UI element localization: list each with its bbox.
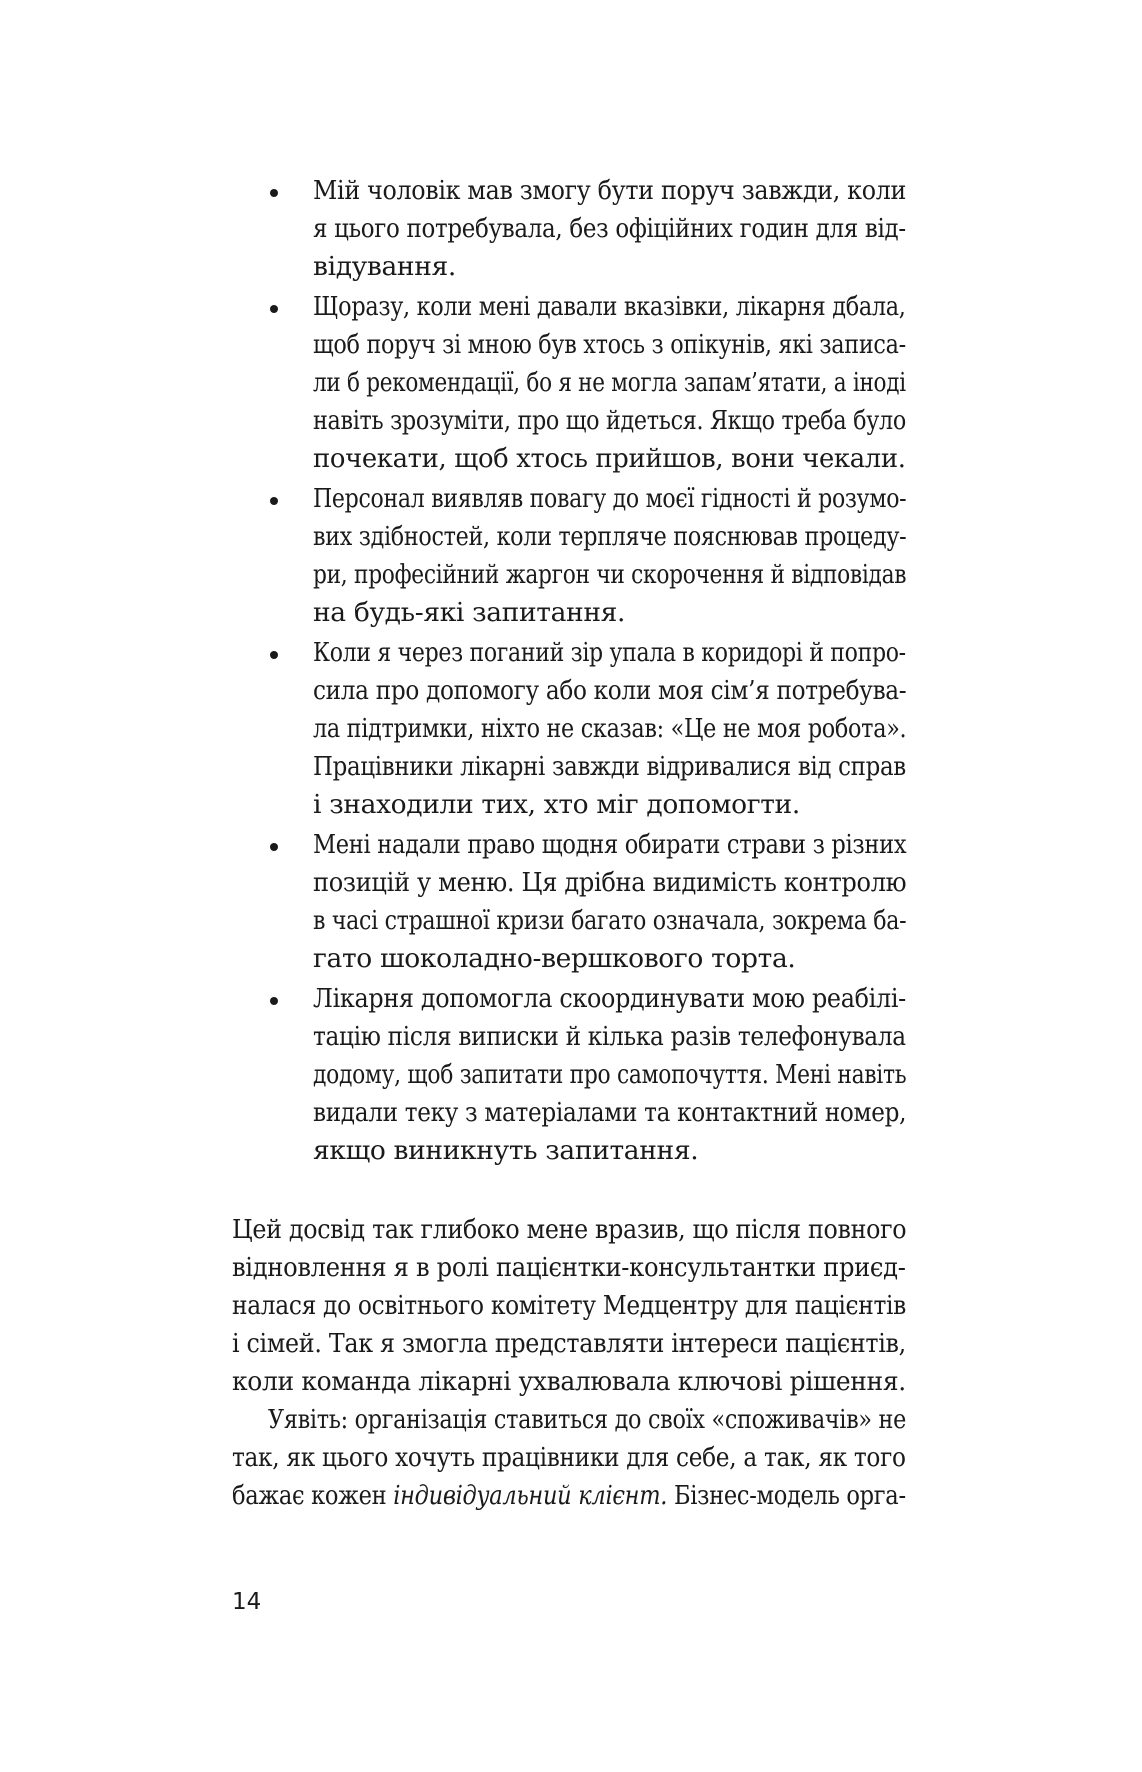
bullet-1-line-1: Мій чоловік мав змогу бути поруч завжди, коли <box>313 175 907 206</box>
bullet-2-line-4: навіть зрозуміти, про що йдеться. Якщо треба було <box>313 405 906 436</box>
paragraph-1-line-3: налася до освітнього комітету Медцентру для пацієнтів <box>232 1290 906 1321</box>
bullet-4-line-1: Коли я через поганий зір упала в коридорі й попро- <box>313 637 906 668</box>
bullet-2-line-3: ли б рекомендації, бо я не могла запам’ятати, а іноді <box>313 367 906 398</box>
page-number: 14 <box>232 1589 262 1615</box>
bullet-4-line-4: Працівники лікарні завжди відривалися від справ <box>313 751 906 782</box>
bullet-6-line-2: тацію після виписки й кілька разів телефонувала <box>313 1021 906 1052</box>
bullet-marker <box>270 997 278 1005</box>
paragraph-2-line-3 <box>232 1476 906 1516</box>
paragraph-2-text: Бізнес-модель орга- <box>667 1480 906 1511</box>
bullet-6-line-5: якщо виникнуть запитання. <box>313 1135 699 1166</box>
bullet-1-line-3: відування. <box>313 251 456 282</box>
bullet-2-line-2: щоб поруч зі мною був хтось з опікунів, які записа- <box>313 329 906 360</box>
bullet-4-line-2: сила про допомогу або коли моя сім’я потребува- <box>313 675 907 706</box>
paragraph-1-line-1: Цей досвід так глибоко мене вразив, що після повного <box>232 1214 907 1245</box>
paragraph-2-text: бажає кожен <box>232 1480 394 1511</box>
bullet-6-line-1: Лікарня допомогла скоординувати мою реабілі- <box>313 983 906 1014</box>
bullet-4-line-5: і знаходили тих, хто міг допомогти. <box>313 789 800 820</box>
bullet-5-line-4: гато шоколадно-вершкового торта. <box>313 943 796 974</box>
paragraph-2-line-2: так, як цього хочуть працівники для себе, а так, як того <box>232 1442 906 1473</box>
bullet-3-line-3: ри, професійний жаргон чи скорочення й відповідав <box>313 559 907 590</box>
paragraph-1-line-5: коли команда лікарні ухвалювала ключові рішення. <box>232 1366 906 1397</box>
bullet-3-line-1: Персонал виявляв повагу до моєї гідності й розумо- <box>313 483 907 514</box>
bullet-6-line-4: видали теку з матеріалами та контактний номер, <box>313 1097 907 1128</box>
paragraph-2-line-1: Уявіть: організація ставиться до своїх «споживачів» не <box>268 1404 907 1435</box>
paragraph-1-line-4: і сімей. Так я змогла представляти інтереси пацієнтів, <box>232 1328 906 1359</box>
bullet-1-line-2: я цього потребувала, без офіційних годин для від- <box>313 213 906 244</box>
bullet-5-line-3: в часі страшної кризи багато означала, зокрема ба- <box>313 905 907 936</box>
bullet-marker <box>270 189 278 197</box>
bullet-2-line-5: почекати, щоб хтось прийшов, вони чекали. <box>313 443 906 474</box>
bullet-4-line-3: ла підтримки, ніхто не сказав: «Це не моя робота». <box>313 713 907 744</box>
bullet-6-line-3: додому, щоб запитати про самопочуття. Мені навіть <box>313 1059 907 1090</box>
bullet-marker <box>270 651 278 659</box>
bullet-2-line-1: Щоразу, коли мені давали вказівки, лікарня дбала, <box>313 291 906 322</box>
bullet-5-line-2: позицій у меню. Ця дрібна видимість контролю <box>313 867 907 898</box>
bullet-marker <box>270 305 278 313</box>
emphasis-text: індивідуальний клієнт. <box>393 1480 668 1511</box>
paragraph-1-line-2: відновлення я в ролі пацієнтки-консультантки приєд- <box>232 1252 906 1283</box>
bullet-5-line-1: Мені надали право щодня обирати страви з різних <box>313 829 907 860</box>
bullet-marker <box>270 843 278 851</box>
bullet-3-line-4: на будь-які запитання. <box>313 597 626 628</box>
bullet-marker <box>270 497 278 505</box>
bullet-3-line-2: вих здібностей, коли терпляче пояснював процеду- <box>313 521 907 552</box>
